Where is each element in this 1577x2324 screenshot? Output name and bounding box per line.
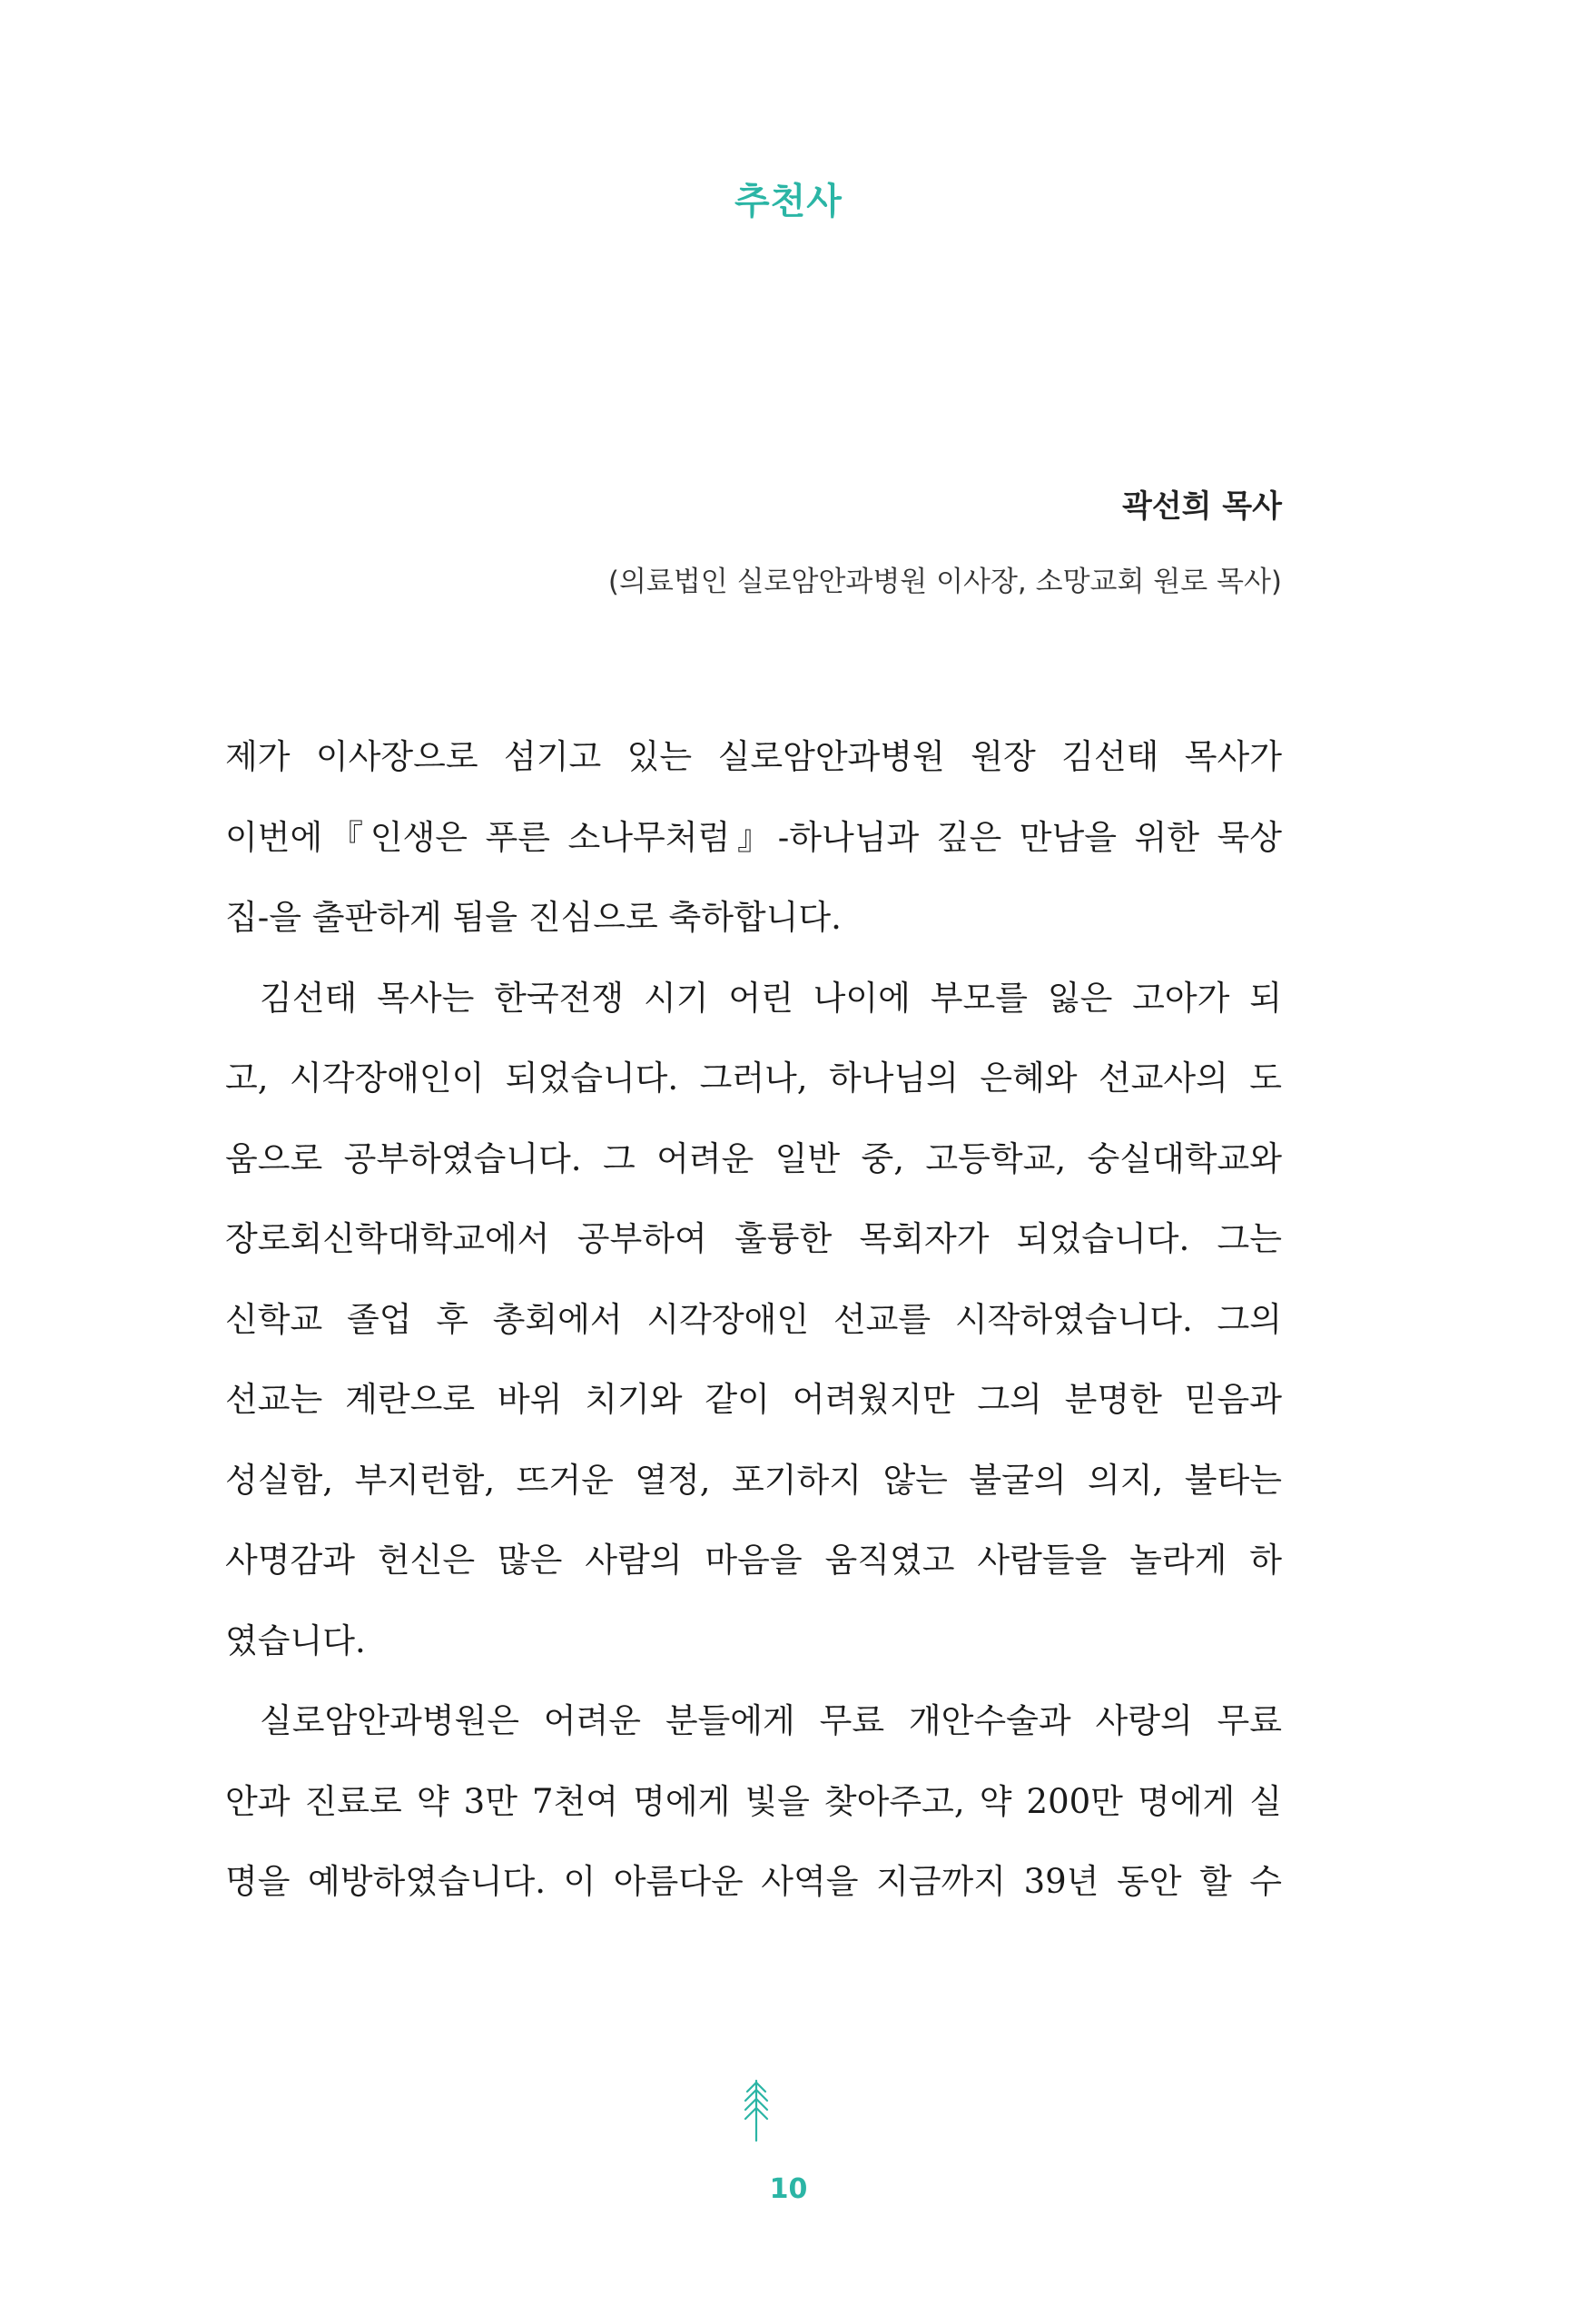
body-line: 사명감과 헌신은 많은 사람의 마음을 움직였고 사람들을 놀라게 하	[225, 1541, 1282, 1580]
body-line: 선교는 계란으로 바위 치기와 같이 어려웠지만 그의 분명한 믿음과	[225, 1380, 1282, 1419]
body-line: 실로암안과병원은 어려운 분들에게 무료 개안수술과 사랑의 무료	[260, 1701, 1282, 1740]
body-line: 고, 시각장애인이 되었습니다. 그러나, 하나님의 은혜와 선교사의 도	[225, 1059, 1282, 1098]
pine-tree-icon	[741, 2079, 772, 2142]
body-line: 성실함, 부지런함, 뜨거운 열정, 포기하지 않는 불굴의 의지, 불타는	[225, 1460, 1282, 1500]
page-number: 10	[769, 2173, 808, 2205]
body-line: 신학교 졸업 후 총회에서 시각장애인 선교를 시작하였습니다. 그의	[225, 1299, 1282, 1339]
body-line: 집-을 출판하게 됨을 진심으로 축하합니다.	[225, 898, 842, 937]
body-line: 장로회신학대학교에서 공부하여 훌륭한 목회자가 되었습니다. 그는	[225, 1219, 1282, 1258]
body-line: 였습니다.	[225, 1620, 366, 1660]
section-title: 추천사	[734, 181, 843, 222]
body-line: 이번에『인생은 푸른 소나무처럼』-하나님과 깊은 만남을 위한 묵상	[225, 817, 1282, 857]
body-text	[225, 717, 1282, 1923]
body-line: 명을 예방하였습니다. 이 아름다운 사역을 지금까지 39년 동안 할 수	[225, 1862, 1282, 1901]
author-affiliation: (의료법인 실로암안과병원 이사장, 소망교회 원로 목사)	[607, 566, 1282, 598]
body-line: 제가 이사장으로 섬기고 있는 실로암안과병원 원장 김선태 목사가	[225, 737, 1282, 776]
author-name: 곽선희 목사	[1121, 488, 1282, 525]
body-line: 김선태 목사는 한국전쟁 시기 어린 나이에 부모를 잃은 고아가 되	[260, 978, 1282, 1018]
body-line: 움으로 공부하였습니다. 그 어려운 일반 중, 고등학교, 숭실대학교와	[225, 1138, 1282, 1178]
body-line: 안과 진료로 약 3만 7천여 명에게 빛을 찾아주고, 약 200만 명에게 실	[225, 1781, 1282, 1821]
